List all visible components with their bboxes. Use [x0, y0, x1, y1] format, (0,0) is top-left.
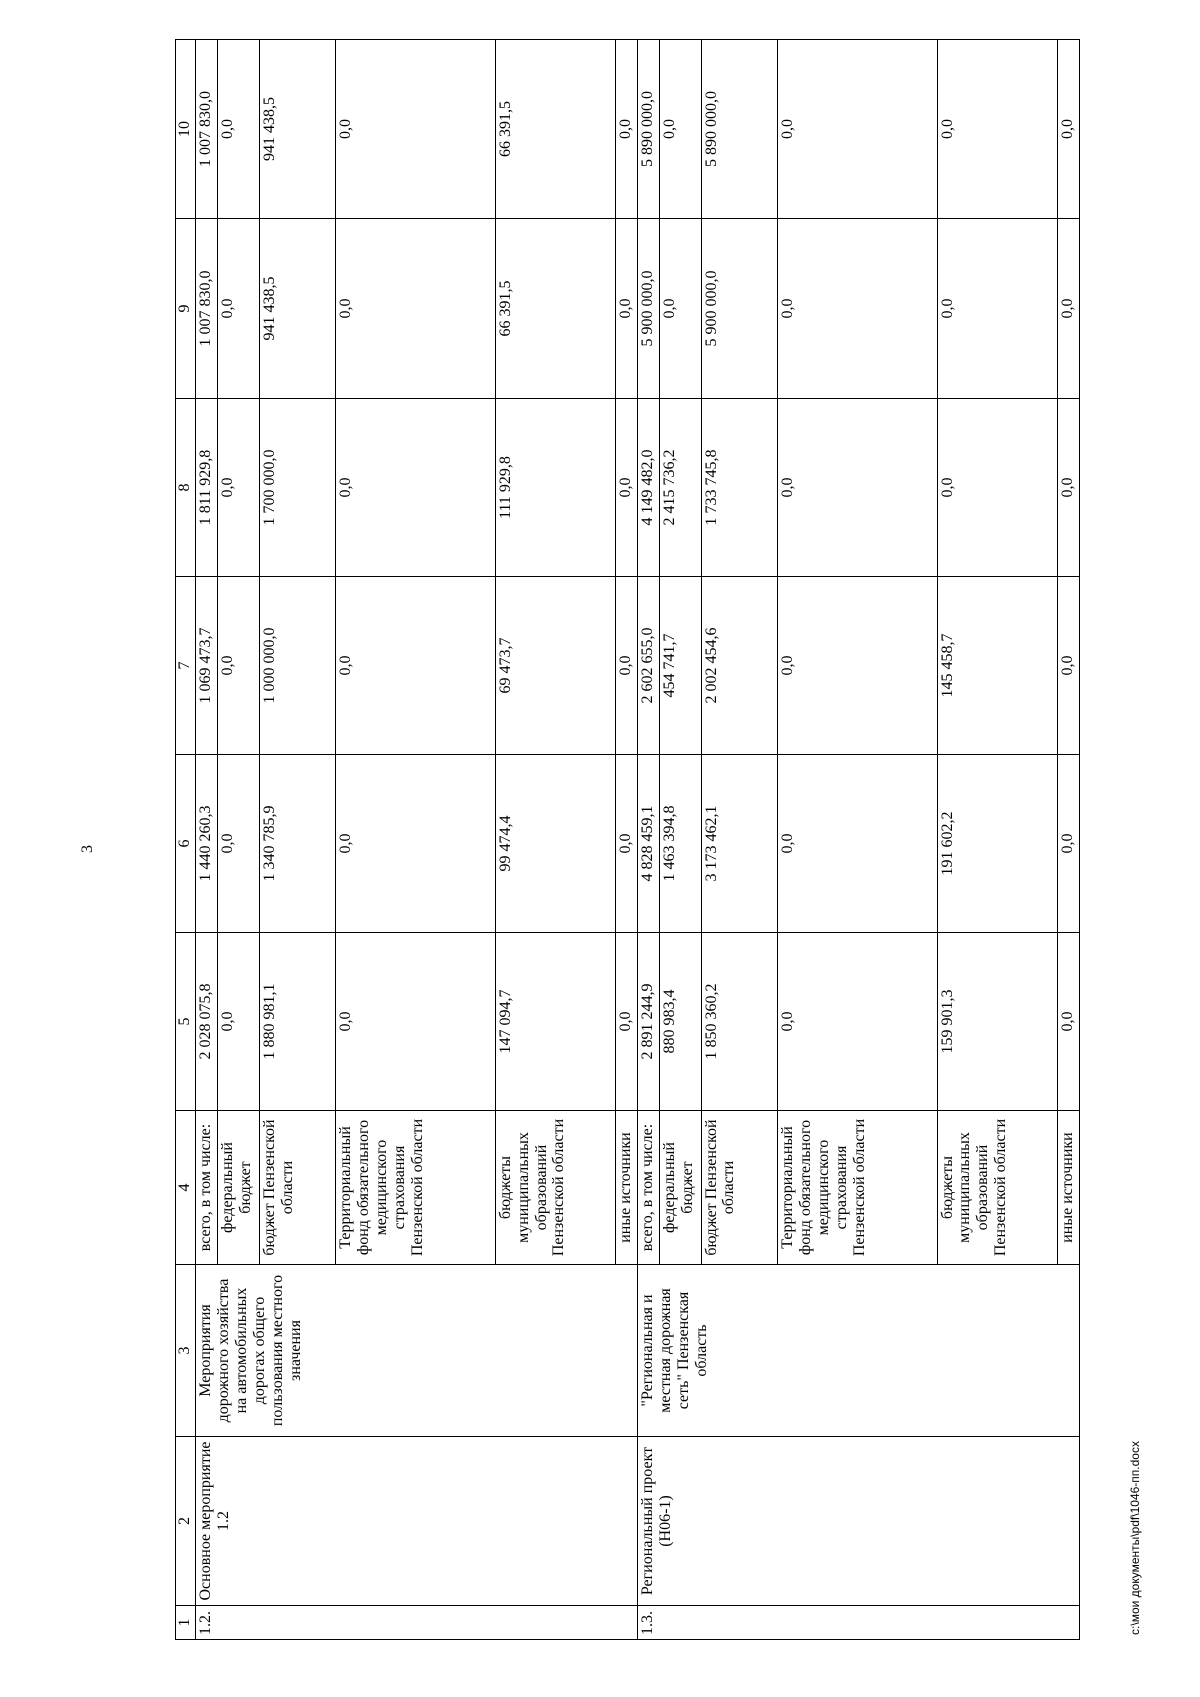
value-cell: 0,0 — [1057, 577, 1079, 755]
value-cell: 0,0 — [778, 933, 937, 1111]
value-cell: 0,0 — [336, 933, 495, 1111]
value-cell: 0,0 — [1057, 219, 1079, 399]
value-cell: 454 741,7 — [660, 577, 701, 755]
value-cell: 159 901,3 — [937, 933, 1057, 1111]
value-cell: 0,0 — [336, 399, 495, 577]
value-cell: 941 438,5 — [259, 40, 336, 219]
source-name: бюджеты муниципальных образований Пензенской области — [937, 1111, 1057, 1265]
measure-name: Основное мероприятие 1.2 — [196, 1437, 638, 1606]
source-name: федеральный бюджет — [660, 1111, 701, 1265]
source-name: бюджет Пензенской области — [701, 1111, 778, 1265]
value-cell: 0,0 — [336, 40, 495, 219]
value-cell: 0,0 — [778, 755, 937, 933]
value-cell: 0,0 — [218, 399, 259, 577]
value-cell: 69 473,7 — [495, 577, 615, 755]
value-cell: 66 391,5 — [495, 40, 615, 219]
header-cell: 6 — [176, 755, 196, 933]
value-cell: 4 149 482,0 — [638, 399, 660, 577]
value-cell: 66 391,5 — [495, 219, 615, 399]
value-cell: 1 463 394,8 — [660, 755, 701, 933]
value-cell: 2 415 736,2 — [660, 399, 701, 577]
value-cell: 0,0 — [615, 755, 637, 933]
header-cell: 9 — [176, 219, 196, 399]
header-cell: 3 — [176, 1265, 196, 1437]
table-row — [638, 40, 660, 1640]
value-cell: 111 929,8 — [495, 399, 615, 577]
header-row — [176, 40, 196, 1640]
value-cell: 0,0 — [615, 219, 637, 399]
value-cell: 0,0 — [218, 577, 259, 755]
value-cell: 0,0 — [336, 755, 495, 933]
value-cell: 145 458,7 — [937, 577, 1057, 755]
value-cell: 1 811 929,8 — [196, 399, 218, 577]
value-cell: 0,0 — [615, 933, 637, 1111]
value-cell: 0,0 — [615, 40, 637, 219]
source-name: бюджет Пензенской области — [259, 1111, 336, 1265]
value-cell: 1 007 830,0 — [196, 219, 218, 399]
source-name: иные источники — [615, 1111, 637, 1265]
budget-table — [175, 39, 1080, 1640]
header-cell: 7 — [176, 577, 196, 755]
value-cell: 5 900 000,0 — [638, 219, 660, 399]
source-name: всего, в том числе: — [196, 1111, 218, 1265]
rotated-table-wrapper — [175, 40, 1080, 1640]
value-cell: 0,0 — [1057, 755, 1079, 933]
source-name: федеральный бюджет — [218, 1111, 259, 1265]
measure-description: "Региональная и местная дорожная сеть" Пензенская область — [638, 1265, 1080, 1437]
header-cell: 8 — [176, 399, 196, 577]
value-cell: 0,0 — [1057, 40, 1079, 219]
value-cell: 5 890 000,0 — [701, 40, 778, 219]
value-cell: 2 602 655,0 — [638, 577, 660, 755]
value-cell: 0,0 — [937, 40, 1057, 219]
value-cell: 0,0 — [1057, 399, 1079, 577]
footer-file-path: c:\мои документы\pdf\1046-пп.docx — [1128, 1441, 1142, 1635]
value-cell: 5 900 000,0 — [701, 219, 778, 399]
value-cell: 1 069 473,7 — [196, 577, 218, 755]
value-cell: 0,0 — [937, 219, 1057, 399]
value-cell: 0,0 — [1057, 933, 1079, 1111]
row-index: 1.3. — [638, 1606, 1080, 1640]
value-cell: 2 891 244,9 — [638, 933, 660, 1111]
value-cell: 880 983,4 — [660, 933, 701, 1111]
value-cell: 1 850 360,2 — [701, 933, 778, 1111]
value-cell: 2 028 075,8 — [196, 933, 218, 1111]
source-name: иные источники — [1057, 1111, 1079, 1265]
value-cell: 0,0 — [778, 219, 937, 399]
value-cell: 147 094,7 — [495, 933, 615, 1111]
source-name: Территориальный фонд обязательного медицинского страхования Пензенской области — [778, 1111, 937, 1265]
value-cell: 0,0 — [615, 399, 637, 577]
value-cell: 1 000 000,0 — [259, 577, 336, 755]
page-number: 3 — [79, 845, 96, 853]
header-cell: 4 — [176, 1111, 196, 1265]
value-cell: 0,0 — [778, 40, 937, 219]
value-cell: 0,0 — [218, 755, 259, 933]
value-cell: 1 733 745,8 — [701, 399, 778, 577]
value-cell: 191 602,2 — [937, 755, 1057, 933]
value-cell: 99 474,4 — [495, 755, 615, 933]
value-cell: 0,0 — [218, 219, 259, 399]
value-cell: 0,0 — [660, 219, 701, 399]
value-cell: 0,0 — [218, 40, 259, 219]
header-cell: 2 — [176, 1437, 196, 1606]
value-cell: 0,0 — [336, 577, 495, 755]
value-cell: 2 002 454,6 — [701, 577, 778, 755]
value-cell: 1 007 830,0 — [196, 40, 218, 219]
value-cell: 0,0 — [615, 577, 637, 755]
value-cell: 0,0 — [660, 40, 701, 219]
value-cell: 4 828 459,1 — [638, 755, 660, 933]
header-cell: 5 — [176, 933, 196, 1111]
source-name: всего, в том числе: — [638, 1111, 660, 1265]
header-cell: 10 — [176, 40, 196, 219]
value-cell: 1 880 981,1 — [259, 933, 336, 1111]
header-cell: 1 — [176, 1606, 196, 1640]
table-row — [196, 40, 218, 1640]
value-cell: 0,0 — [218, 933, 259, 1111]
value-cell: 0,0 — [778, 577, 937, 755]
value-cell: 0,0 — [778, 399, 937, 577]
value-cell: 0,0 — [937, 399, 1057, 577]
source-name: Территориальный фонд обязательного медицинского страхования Пензенской области — [336, 1111, 495, 1265]
measure-name: Региональный проект (Н06-1) — [638, 1437, 1080, 1606]
value-cell: 0,0 — [336, 219, 495, 399]
value-cell: 1 440 260,3 — [196, 755, 218, 933]
value-cell: 1 340 785,9 — [259, 755, 336, 933]
source-name: бюджеты муниципальных образований Пензенской области — [495, 1111, 615, 1265]
value-cell: 941 438,5 — [259, 219, 336, 399]
value-cell: 5 890 000,0 — [638, 40, 660, 219]
value-cell: 1 700 000,0 — [259, 399, 336, 577]
row-index: 1.2. — [196, 1606, 638, 1640]
value-cell: 3 173 462,1 — [701, 755, 778, 933]
measure-description: Мероприятия дорожного хозяйства на автомобильных дорогах общего пользования местного значения — [196, 1265, 638, 1437]
